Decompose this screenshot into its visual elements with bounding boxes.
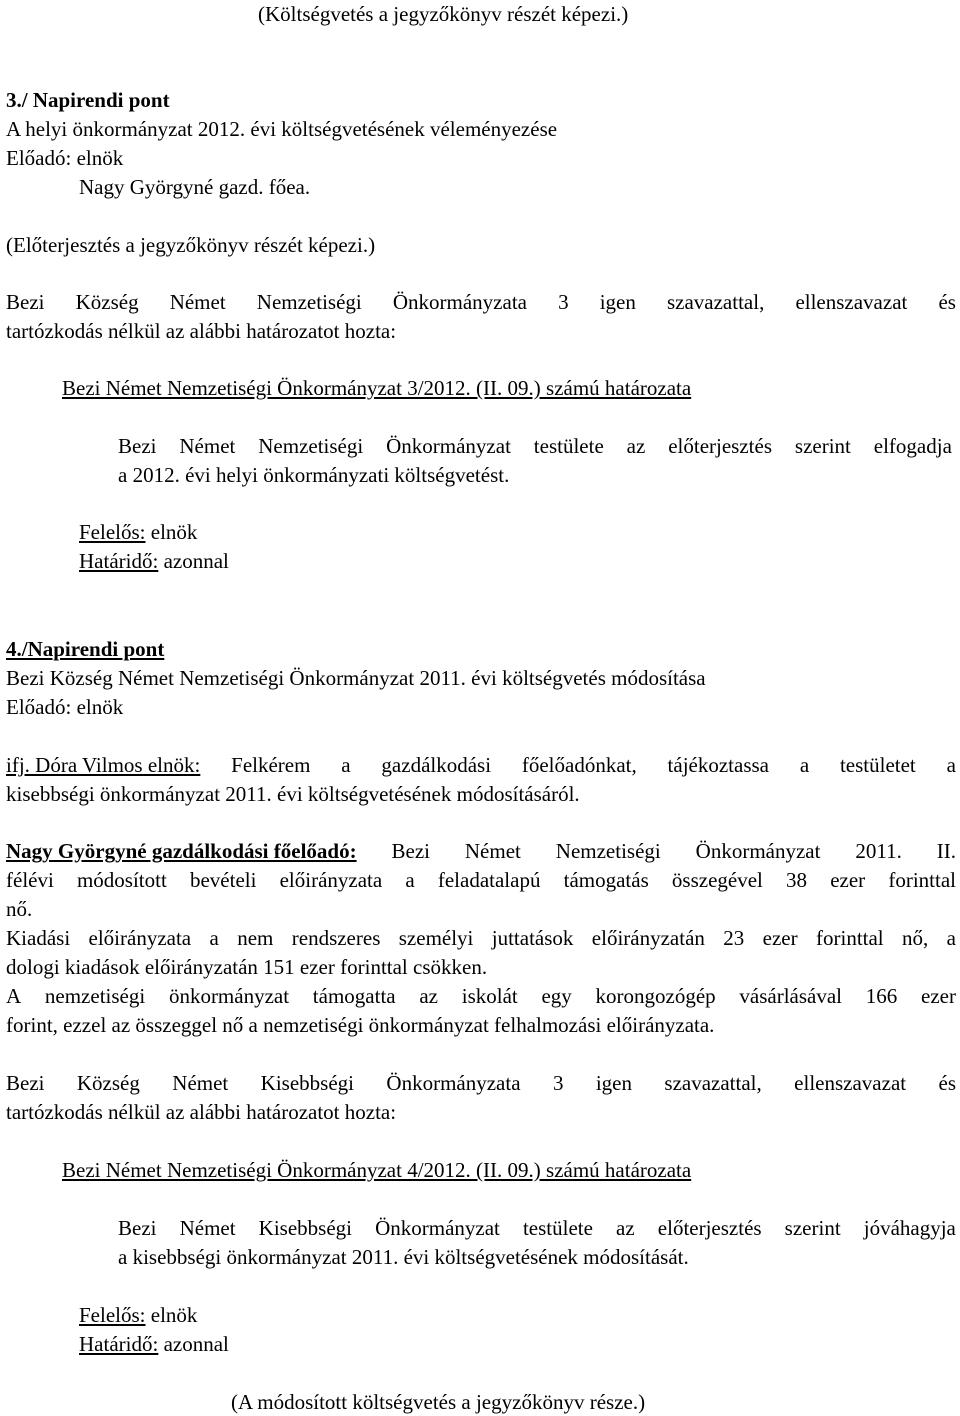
word: ellenszavazat <box>795 290 908 314</box>
item3-heading: 3./ Napirendi pont <box>6 88 170 112</box>
word: szerint <box>794 434 851 458</box>
item4-p2-line2: dologi kiadások előirányzatán 151 ezer forinttal csökken. <box>6 955 488 979</box>
word: 23 <box>723 926 745 950</box>
word: ezer <box>830 868 866 892</box>
word: nemzetiségi <box>44 984 146 1008</box>
word: Német <box>179 434 236 458</box>
word: 38 <box>786 868 808 892</box>
item4-responsible-label: Felelős: <box>79 1303 146 1327</box>
word: előirányzata <box>279 868 383 892</box>
item4-p1-line1 <box>6 868 956 892</box>
word: Önkormányzat <box>386 434 511 458</box>
word: A <box>6 984 22 1008</box>
word: támogatás <box>563 868 649 892</box>
word: a <box>799 753 810 777</box>
item4-heading: 4./Napirendi pont <box>6 637 165 661</box>
word: elfogadja <box>873 434 952 458</box>
item4-p2-line1 <box>6 926 956 950</box>
word: szerint <box>784 1216 841 1240</box>
word: Nemzetiségi <box>258 434 364 458</box>
word: Önkormányzata <box>386 1071 521 1095</box>
item3-presenter-label: Előadó: <box>6 146 72 170</box>
word: egy <box>541 984 572 1008</box>
item4-resolution-title: Bezi Német Nemzetiségi Önkormányzat 4/2012. (II. 09.) számú határozata <box>62 1158 692 1182</box>
item3-resolution-body-line1 <box>118 434 952 458</box>
word: testületet <box>839 753 916 777</box>
word: előirányzata <box>88 926 192 950</box>
word: Község <box>76 1071 140 1095</box>
word: II. <box>936 839 956 863</box>
word: Nemzetiségi <box>555 839 661 863</box>
word: testülete <box>533 434 604 458</box>
item4-deadline <box>79 1332 229 1356</box>
word: jóváhagyja <box>863 1216 956 1240</box>
item4-deadline-label: Határidő: <box>79 1332 159 1356</box>
word: Német <box>464 839 521 863</box>
word: a <box>405 868 415 892</box>
item4-officer-line1 <box>6 839 956 863</box>
item3-responsible-label: Felelős: <box>79 520 146 544</box>
word: tájékoztassa <box>667 753 769 777</box>
word: Kisebbségi <box>260 1071 354 1095</box>
top-note: (Költségvetés a jegyzőkönyv részét képezi.) <box>258 2 629 26</box>
item4-vote-line1 <box>6 1071 956 1095</box>
word: Német <box>169 290 226 314</box>
word: előirányzatán <box>591 926 705 950</box>
word: személyi <box>398 926 474 950</box>
item3-deadline-label: Határidő: <box>79 549 159 573</box>
word: nem <box>237 926 274 950</box>
word: a <box>209 926 219 950</box>
word: bevételi <box>189 868 257 892</box>
word: korongozógép <box>595 984 716 1008</box>
item3-vote-line1 <box>6 290 956 314</box>
item4-responsible <box>79 1303 197 1327</box>
word: Bezi <box>391 839 430 863</box>
item3-responsible <box>79 520 197 544</box>
word: Önkormányzat <box>695 839 821 863</box>
item4-p3-line1 <box>6 984 956 1008</box>
word: gazdálkodási <box>381 753 492 777</box>
word: Kiadási <box>6 926 71 950</box>
item3-note: (Előterjesztés a jegyzőkönyv részét képezi.) <box>6 233 376 257</box>
item4-deadline-value: azonnal <box>158 1332 229 1356</box>
item3-presenter-row <box>6 146 123 170</box>
item4-vote-line2: tartózkodás nélkül az alábbi határozatot hozta: <box>6 1100 397 1124</box>
item4-title: Bezi Község Német Nemzetiségi Önkormányzat 2011. évi költségvetés módosítása <box>6 666 706 690</box>
word: Bezi <box>6 290 45 314</box>
word: az <box>616 1216 635 1240</box>
word: támogatta <box>312 984 396 1008</box>
word: ellenszavazat <box>794 1071 907 1095</box>
word: 3 <box>558 290 569 314</box>
word: az <box>626 434 646 458</box>
item4-officer-name: Nagy Györgyné gazdálkodási főelőadó: <box>6 839 357 863</box>
bottom-note: (A módosított költségvetés a jegyzőkönyv része.) <box>231 1390 646 1414</box>
word: módosított <box>76 868 167 892</box>
word: forinttal <box>816 926 884 950</box>
word: előterjesztés <box>657 1216 762 1240</box>
word: az <box>419 984 438 1008</box>
word: és <box>938 290 956 314</box>
word: Német <box>179 1216 236 1240</box>
word: főelőadónkat, <box>521 753 637 777</box>
word: előterjesztés <box>668 434 772 458</box>
item3-presenter1: elnök <box>76 146 124 170</box>
word: juttatások <box>491 926 574 950</box>
item4-speaker-line2: kisebbségi önkormányzat 2011. évi költségvetésének módosításáról. <box>6 782 580 806</box>
item3-responsible-value: elnök <box>145 520 198 544</box>
word: és <box>938 1071 956 1095</box>
item4-speaker-name: ifj. Dóra Vilmos elnök: <box>6 753 201 777</box>
word: ezer <box>921 984 956 1008</box>
word: Nemzetiségi <box>256 290 362 314</box>
word: önkormányzat <box>168 984 290 1008</box>
word: Felkérem <box>231 753 311 777</box>
word: Önkormányzata <box>392 290 527 314</box>
item4-resolution-body-line1 <box>118 1216 956 1240</box>
item3-resolution-title: Bezi Német Nemzetiségi Önkormányzat 3/2012. (II. 09.) számú határozata <box>62 376 692 400</box>
word: szavazattal, <box>666 290 765 314</box>
word: igen <box>599 290 636 314</box>
word: Kisebbségi <box>258 1216 352 1240</box>
word: Község <box>75 290 139 314</box>
word: Bezi <box>118 434 157 458</box>
word: forinttal <box>888 868 956 892</box>
word: Német <box>172 1071 229 1095</box>
item4-responsible-value: elnök <box>145 1303 198 1327</box>
word: a <box>341 753 351 777</box>
word: 2011. <box>855 839 902 863</box>
item4-p3-line2: forint, ezzel az összeggel nő a nemzetiségi önkormányzat felhalmozási előirányzata. <box>6 1013 715 1037</box>
word: Önkormányzat <box>375 1216 500 1240</box>
item3-presenter2: Nagy Györgyné gazd. főea. <box>79 175 311 199</box>
item3-title: A helyi önkormányzat 2012. évi költségvetésének véleményezése <box>6 117 558 141</box>
word: 166 <box>865 984 898 1008</box>
word: igen <box>595 1071 632 1095</box>
item3-resolution-body-line2: a 2012. évi helyi önkormányzati költségvetést. <box>118 463 510 487</box>
item4-presenter: Előadó: elnök <box>6 695 124 719</box>
word: testülete <box>522 1216 593 1240</box>
word: a <box>946 926 956 950</box>
word: szavazattal, <box>664 1071 762 1095</box>
word: 3 <box>552 1071 564 1095</box>
word: félévi <box>6 868 54 892</box>
word: vásárlásával <box>739 984 843 1008</box>
word: Bezi <box>118 1216 157 1240</box>
word: iskolát <box>461 984 518 1008</box>
item4-resolution-body-line2: a kisebbségi önkormányzat 2011. évi költségvetésének módosítását. <box>118 1245 689 1269</box>
item4-speaker-line1 <box>6 753 956 777</box>
item3-deadline <box>79 549 229 573</box>
word: a <box>946 753 956 777</box>
word: ezer <box>762 926 798 950</box>
word: nő, <box>902 926 929 950</box>
item4-p1-line2: nő. <box>6 897 33 921</box>
word: rendszeres <box>291 926 381 950</box>
item3-deadline-value: azonnal <box>158 549 229 573</box>
item3-vote-line2: tartózkodás nélkül az alábbi határozatot hozta: <box>6 319 397 343</box>
word: Bezi <box>6 1071 45 1095</box>
word: feladatalapú <box>437 868 541 892</box>
word: összegével <box>671 868 763 892</box>
